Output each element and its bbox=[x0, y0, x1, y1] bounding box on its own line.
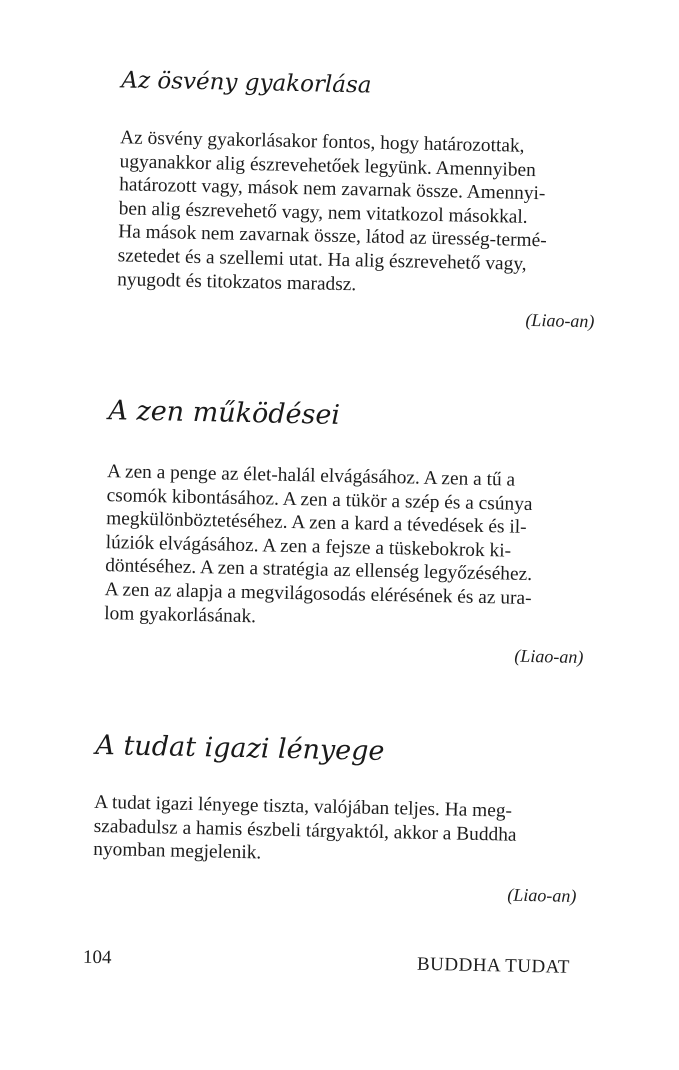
paragraph-line: határozott vagy, mások nem zavarnak össze. Amennyi- bbox=[118, 174, 546, 205]
paragraph-line: szetedet és a szellemi utat. Ha alig észrevehető vagy, bbox=[117, 245, 527, 275]
section-title: Az ösvény gyakorlása bbox=[121, 67, 372, 99]
section-osveny bbox=[116, 67, 599, 332]
paragraph-line: ben alig észrevehető vagy, nem vitatkozol másokkal. bbox=[118, 198, 528, 228]
section-zen bbox=[103, 395, 588, 668]
paragraph-line: ugyanakkor alig észrevehetőek legyünk. Amennyiben bbox=[119, 150, 537, 181]
section-paragraph bbox=[104, 460, 587, 635]
paragraph-line: lúziók elvágásához. A zen a fejsze a tüskebokrok ki- bbox=[105, 531, 512, 562]
paragraph-line: A zen az alapja a megvilágosodás elérésének és az ura- bbox=[104, 579, 532, 609]
section-tudat bbox=[92, 730, 579, 907]
attribution: (Liao-an) bbox=[507, 884, 577, 906]
attribution: (Liao-an) bbox=[525, 309, 595, 332]
paragraph-line: megkülönböztetéséhez. A zen a kard a tévedések és il- bbox=[105, 508, 527, 539]
section-title: A zen működései bbox=[108, 395, 341, 431]
paragraph-line: lom gyakorlásának. bbox=[103, 602, 257, 627]
paragraph-line: Ha mások nem zavarnak össze, látod az üresség-termé- bbox=[117, 221, 547, 252]
paragraph-line: szabadulsz a hamis észbeli tárgyaktól, akkor a Buddha bbox=[93, 815, 517, 846]
section-paragraph bbox=[117, 126, 598, 301]
attribution: (Liao-an) bbox=[514, 645, 584, 668]
paragraph-line: nyomban megjelenik. bbox=[93, 839, 262, 864]
section-paragraph bbox=[93, 791, 578, 872]
paragraph-line: A zen a penge az élet-halál elvágásához. A zen a tű a bbox=[106, 461, 516, 491]
section-title: A tudat igazi lényege bbox=[95, 729, 385, 767]
paragraph-line: nyugodt és titokzatos maradsz. bbox=[116, 268, 357, 295]
paragraph-line: Az ösvény gyakorlásakor fontos, hogy határozottak, bbox=[119, 127, 525, 157]
paragraph-line: A tudat igazi lényege tiszta, valójában teljes. Ha meg- bbox=[94, 791, 513, 822]
page-number: 104 bbox=[82, 946, 112, 969]
running-head: BUDDHA TUDAT bbox=[416, 953, 571, 978]
paragraph-line: döntéséhez. A zen a stratégia az ellenség legyőzéséhez. bbox=[104, 555, 533, 586]
page-footer bbox=[82, 946, 571, 978]
paragraph-line: csomók kibontásához. A zen a tükör a szép és a csúnya bbox=[106, 484, 533, 515]
